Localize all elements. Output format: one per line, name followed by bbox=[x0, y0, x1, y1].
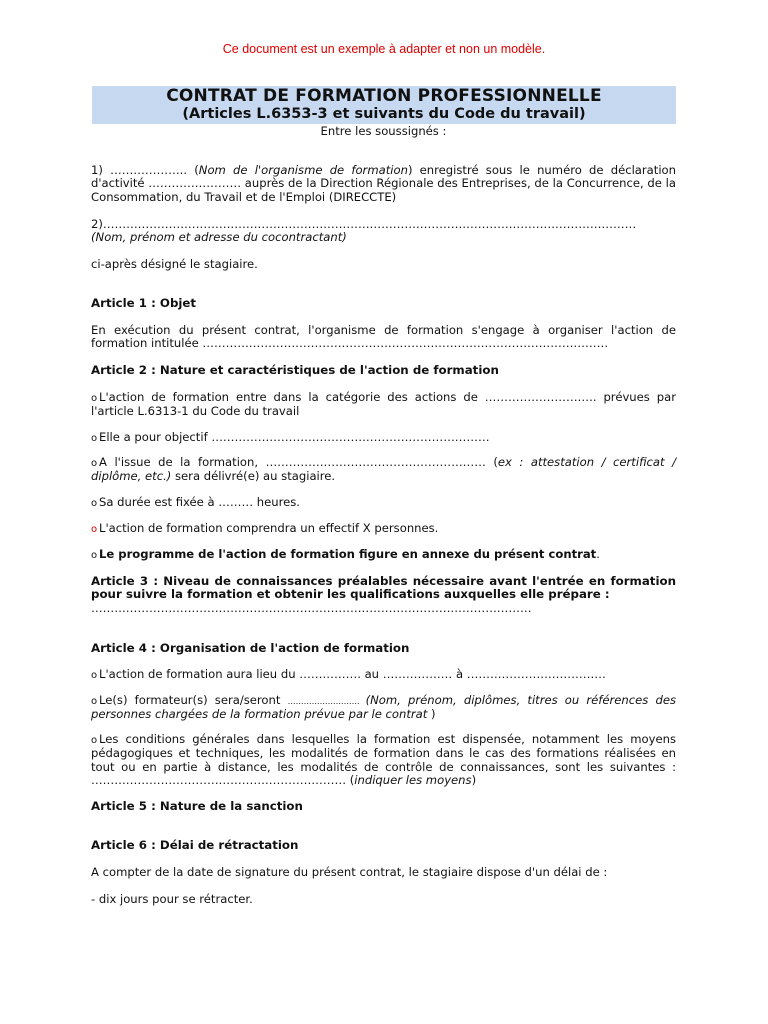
bullet-icon: o bbox=[91, 524, 98, 535]
article-2-bullet-5: o L'action de formation comprendra un effectif X personnes. bbox=[91, 521, 439, 535]
article-2-bullet-6: o Le programme de l'action de formation figure en annexe du présent contrat. bbox=[91, 547, 600, 561]
article-6-item: - dix jours pour se rétracter. bbox=[91, 892, 253, 906]
article-3-heading: Article 3 : Niveau de connaissances préalables nécessaire avant l'entrée en formation pour suivre la formation et obtenir les qualifications auxquelles elle prépare : bbox=[91, 574, 676, 602]
party-2: 2)………………………………………………………………………………………………………………………… (Nom, prénom et adresse du cocontractant) bbox=[91, 217, 637, 245]
article-1-text: En exécution du présent contrat, l'organisme de formation s'engage à organiser l'action de formation intitulée …………………………………………………………………………………………… bbox=[91, 323, 676, 351]
bullet-icon: o bbox=[91, 498, 98, 509]
article-3-dots: …………………………………………………………………………………………………… bbox=[91, 601, 532, 615]
article-2-bullet-3: o A l'issue de la formation, ………………………………………………… (ex : attestation / certificat / diplôme, etc.) sera délivré(e) au stagiaire. bbox=[91, 455, 677, 484]
article-5-heading: Article 5 : Nature de la sanction bbox=[91, 799, 303, 813]
article-6-heading: Article 6 : Délai de rétractation bbox=[91, 838, 299, 852]
intro-text: Entre les soussignés : bbox=[320, 124, 447, 138]
title-box bbox=[92, 86, 676, 124]
article-4-heading: Article 4 : Organisation de l'action de formation bbox=[91, 641, 410, 655]
article-2-bullet-2: o Elle a pour objectif ……………………………………………………………… bbox=[91, 430, 490, 444]
article-2-bullet-4: o Sa durée est fixée à ……… heures. bbox=[91, 495, 300, 509]
bullet-icon: o bbox=[91, 550, 98, 561]
article-6-text: A compter de la date de signature du présent contrat, le stagiaire dispose d'un délai de : bbox=[91, 865, 608, 879]
article-4-bullet-1: o L'action de formation aura lieu du ……………. au ……………… à ……………………………… bbox=[91, 667, 606, 681]
bullet-icon: o bbox=[91, 458, 98, 469]
bullet-icon: o bbox=[91, 670, 98, 681]
bullet-icon: o bbox=[91, 433, 98, 444]
article-4-bullet-3: o Les conditions générales dans lesquelles la formation est dispensée, notamment les moyens pédagogiques et techniques, les modalités de formation dans le cas des formations réalisées en tout ou en partie à distance, les modalités de contrôle de connaissances, sont les suivantes : ………………………………………………………… (indiquer les moyens) bbox=[91, 732, 676, 787]
bullet-icon: o bbox=[91, 735, 98, 746]
article-2-heading: Article 2 : Nature et caractéristiques de l'action de formation bbox=[91, 363, 499, 377]
document-title: CONTRAT DE FORMATION PROFESSIONNELLE bbox=[166, 86, 602, 106]
article-4-bullet-2: o Le(s) formateur(s) sera/seront ……………………… (Nom, prénom, diplômes, titres ou références des personnes chargées de la formation prévue par le contrat ) bbox=[91, 693, 676, 722]
disclaimer-notice: Ce document est un exemple à adapter et non un modèle. bbox=[222, 42, 546, 56]
article-1-heading: Article 1 : Objet bbox=[91, 296, 197, 310]
bullet-icon: o bbox=[91, 696, 98, 707]
article-2-bullet-1: o L'action de formation entre dans la catégorie des actions de ……………………….. prévues par l'article L.6313-1 du Code du travail bbox=[91, 390, 676, 419]
document-subtitle: (Articles L.6353-3 et suivants du Code du travail) bbox=[182, 106, 586, 122]
party-1: 1) ……………….. (Nom de l'organisme de formation) enregistré sous le numéro de déclaration d'activité …………………… auprès de la Direction Régionale des Entreprises, de la Concurrence, de la Consommation, du Travail et de l'Emploi (DIRECCTE) bbox=[91, 163, 676, 204]
bullet-icon: o bbox=[91, 393, 98, 404]
designation-text: ci-après désigné le stagiaire. bbox=[91, 257, 258, 271]
